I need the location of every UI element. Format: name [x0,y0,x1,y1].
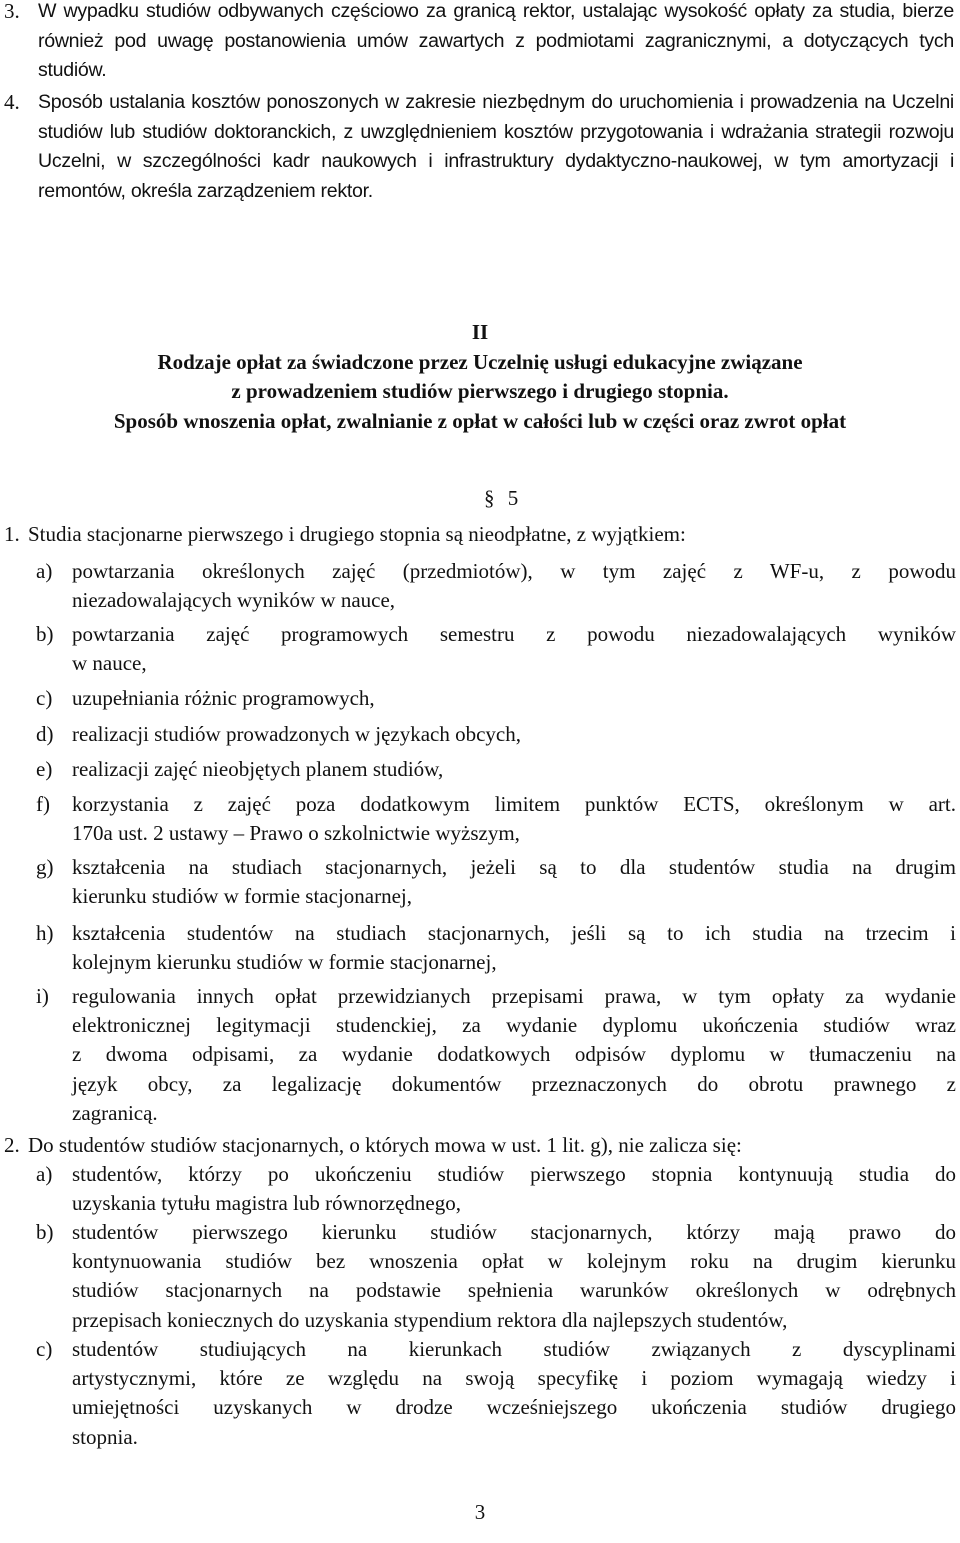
paragraph-number: 1. [4,522,20,546]
list-item-label: h) [36,921,54,945]
list-item-line: regulowania innych opłat przewidzianych przepisami prawa, w tym opłaty za wydanie [72,984,956,1008]
list-item-line: studentów, którzy po ukończeniu studiów pierwszego stopnia kontynuują studia do [72,1162,956,1186]
list-item-line: język obcy, za legalizację dokumentów przeznaczonych do obrotu prawnego z [72,1071,956,1096]
list-item-line: stopnia. [72,1424,138,1449]
chapter-title-line-2: z prowadzeniem studiów pierwszego i drugiego stopnia. [231,379,729,403]
list-item-line: zagranicą. [72,1100,158,1125]
list-item-line: w nauce, [72,651,147,676]
list-item-line: kolejnym kierunku studiów w formie stacjonarnej, [72,950,497,975]
list-item-label: g) [36,855,54,879]
section-symbol: § [484,486,495,510]
list-item-line: powtarzania zajęć programowych semestru z powodu niezadowalających wyników [72,622,956,646]
list-item-line: studentów studiujących na kierunkach studiów związanych z dyscyplinami [72,1337,956,1361]
list-item-line: elektronicznej legitymacji studenckiej, za wydanie dyplomu ukończenia studiów wraz [72,1013,956,1038]
list-item-line: artystycznymi, które ze względu na swoją specyfikę i poziom wymagają wiedzy i [72,1366,956,1391]
paragraph-intro: Studia stacjonarne pierwszego i drugiego stopnia są nieodpłatne, z wyjątkiem: [28,522,686,546]
point-number: 4. [4,90,20,114]
list-item-label: d) [36,722,54,746]
page-number: 3 [474,1500,486,1524]
list-item-line: kontynuowania studiów bez wnoszenia opłat w kolejnym roku na drugim kierunku [72,1249,956,1274]
list-item-line: realizacji zajęć nieobjętych planem studiów, [72,757,444,781]
point-text: Sposób ustalania kosztów ponoszonych w zakresie niezbędnym do uruchomienia i prowadzenia na Uczelni studiów lub studiów doktoranckich, z uwzględnieniem kosztów przygotowania i wdrażania strategii rozwoju Uczelni, w szczególności kadr naukowych i infrastruktury dydaktyczno-naukowej, w tym amortyzacji i remontów, określa zarządzeniem rektor. [38,91,954,202]
list-item-label: a) [36,1162,53,1186]
chapter-title-line-1: Rodzaje opłat za świadczone przez Uczelnię usługi edukacyjne związane [157,350,803,374]
chapter-title-line-3: Sposób wnoszenia opłat, zwalnianie z opłat w całości lub w części oraz zwrot opłat [113,409,847,433]
paragraph-number: 2. [4,1133,20,1157]
list-item-label: c) [36,686,53,710]
list-item-label: e) [36,757,53,781]
list-item-line: kształcenia studentów na studiach stacjonarnych, jeśli są to ich studia na trzecim i [72,921,956,945]
list-item-label: a) [36,559,53,583]
list-item-line: kierunku studiów w formie stacjonarnej, [72,884,412,909]
list-item-label: b) [36,622,54,646]
point-text: W wypadku studiów odbywanych częściowo za granicą rektor, ustalając wysokość opłaty za studia, bierze również pod uwagę postanowienia umów zawartych z podmiotami zagranicznymi, a dotyczących tych studiów. [38,0,954,81]
list-item-label: b) [36,1220,54,1244]
section-number: 5 [507,486,519,510]
list-item-line: studiów stacjonarnych na podstawie spełnienia warunków określonych w odrębnych [72,1278,956,1303]
list-item-label: i) [36,984,49,1008]
chapter-numeral: II [471,320,489,344]
list-item-line: umiejętności uzyskanych w drodze wcześniejszego ukończenia studiów drugiego [72,1395,956,1420]
list-item-line: korzystania z zajęć poza dodatkowym limitem punktów ECTS, określonym w art. [72,792,956,816]
list-item-label: c) [36,1337,53,1361]
list-item-line: uzyskania tytułu magistra lub równorzędnego, [72,1191,461,1216]
list-item-line: uzupełniania różnic programowych, [72,686,375,710]
list-item-line: 170a ust. 2 ustawy – Prawo o szkolnictwie wyższym, [72,821,520,846]
list-item-line: realizacji studiów prowadzonych w językach obcych, [72,722,521,746]
list-item-label: f) [36,792,50,816]
paragraph-intro: Do studentów studiów stacjonarnych, o których mowa w ust. 1 lit. g), nie zalicza się: [28,1133,742,1157]
point-number: 3. [4,0,20,23]
list-item-line: kształcenia na studiach stacjonarnych, jeżeli są to dla studentów studia na drugim [72,855,956,879]
list-item-line: powtarzania określonych zajęć (przedmiotów), w tym zajęć z WF-u, z powodu [72,559,956,583]
list-item-line: z dwoma odpisami, za wydanie dodatkowych odpisów dyplomu w tłumaczeniu na [72,1042,956,1067]
list-item-line: niezadowalających wyników w nauce, [72,588,396,613]
list-item-line: studentów pierwszego kierunku studiów stacjonarnych, którzy mają prawo do [72,1220,956,1244]
section-heading [484,484,518,513]
list-item-line: przepisach koniecznych do uzyskania stypendium rektora dla najlepszych studentów, [72,1307,788,1332]
